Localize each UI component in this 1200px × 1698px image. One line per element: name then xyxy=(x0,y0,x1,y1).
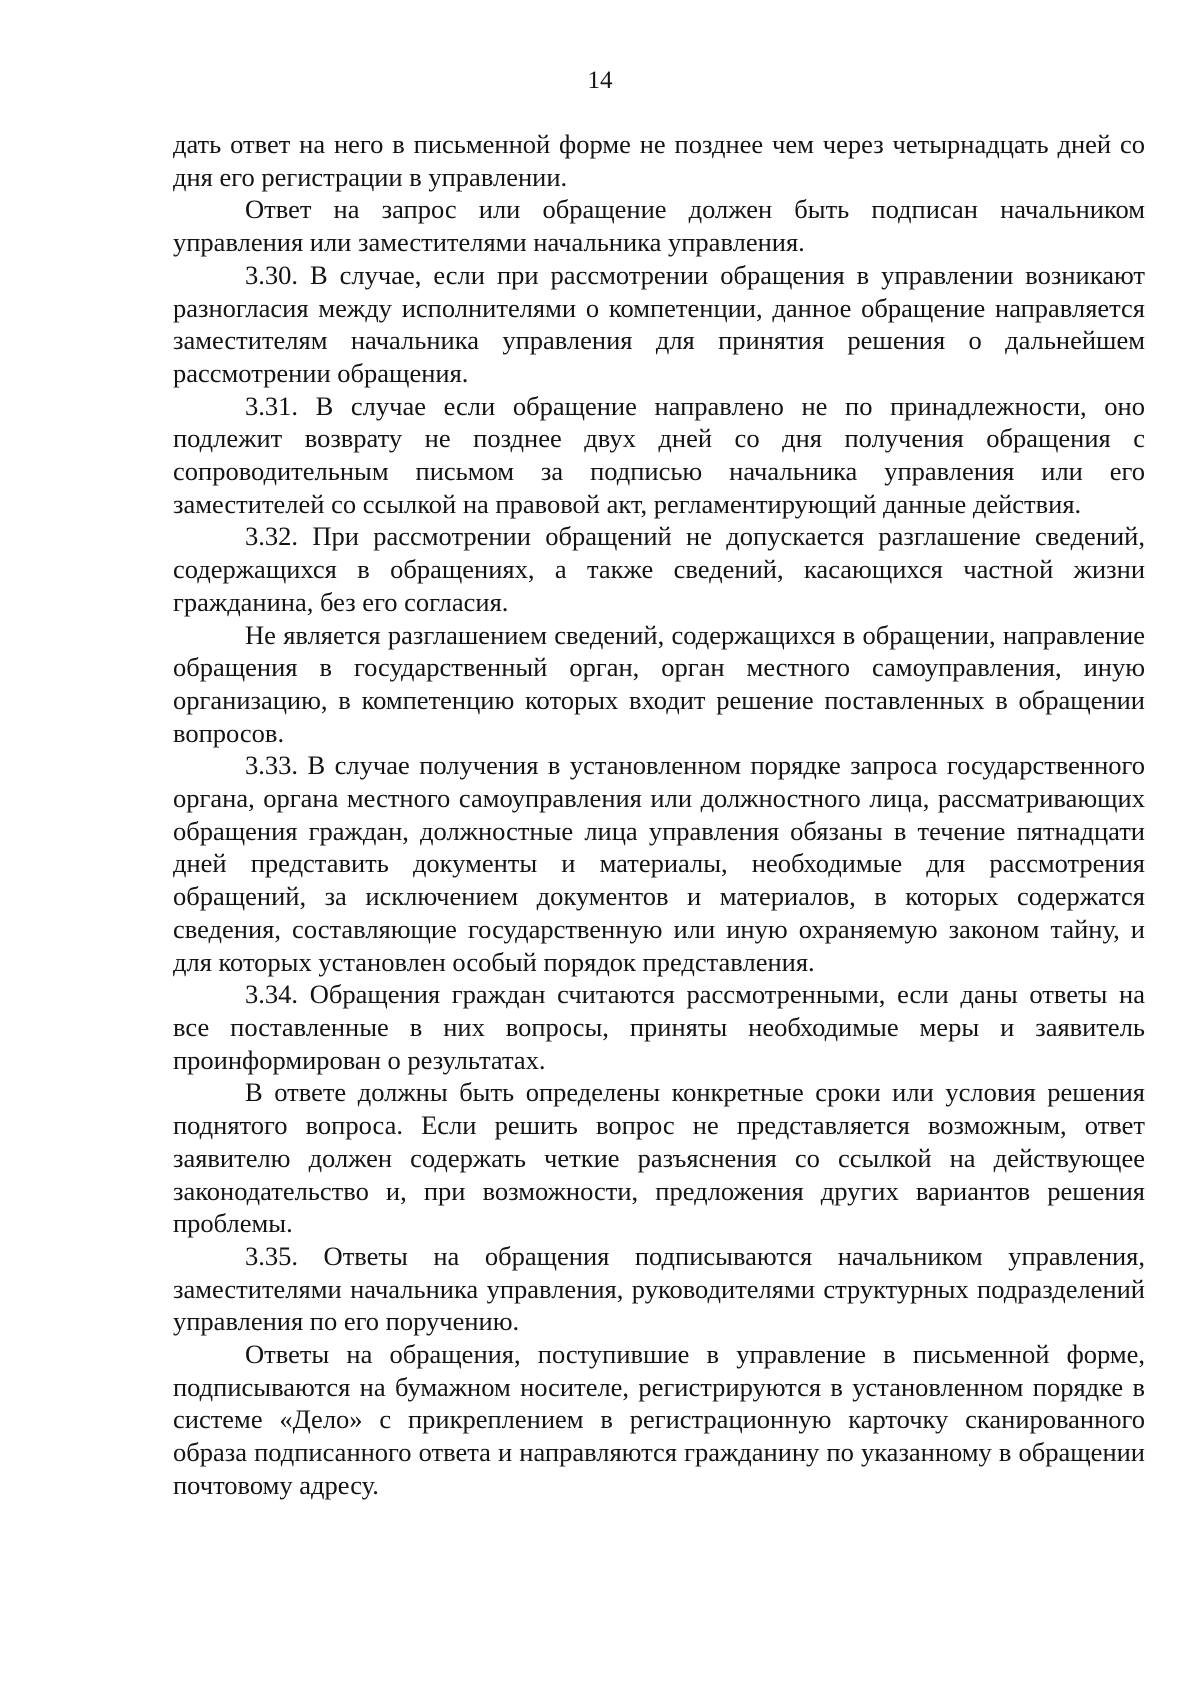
document-body xyxy=(173,128,1145,1502)
paragraph-disclosure-exception: Не является разглашением сведений, содержащихся в обращении, направление обращения в государственный орган, орган местного самоуправления, иную организацию, в компетенцию которых входит решение поставленных в обращении вопросов. xyxy=(173,619,1145,748)
paragraph-written-responses: Ответы на обращения, поступившие в управление в письменной форме, подписываются на бумажном носителе, регистрируются в установленном порядке в системе «Дело» с прикреплением в регистрационную карточку сканированного образа подписанного ответа и направляются гражданину по указанному в обращении почтовому адресу. xyxy=(173,1339,1145,1500)
paragraph-3-35: 3.35. Ответы на обращения подписываются начальником управления, заместителями начальника управления, руководителями структурных подразделений управления по его поручению. xyxy=(173,1240,1145,1337)
paragraph-3-31: 3.31. В случае если обращение направлено не по принадлежности, оно подлежит возврату не позднее двух дней со дня получения обращения с сопроводительным письмом за подписью начальника управления или его заместителей со ссылкой на правовой акт, регламентирующий данные действия. xyxy=(173,390,1145,519)
paragraph-response-signature: Ответ на запрос или обращение должен быть подписан начальником управления или заместителями начальника управления. xyxy=(173,194,1145,258)
paragraph-continuation: дать ответ на него в письменной форме не позднее чем через четырнадцать дней со дня его регистрации в управлении. xyxy=(173,129,1145,192)
paragraph-3-30: 3.30. В случае, если при рассмотрении обращения в управлении возникают разногласия между исполнителями о компетенции, данное обращение направляется заместителям начальника управления для принятия решения о дальнейшем рассмотрении обращения. xyxy=(173,259,1145,388)
paragraph-response-content: В ответе должны быть определены конкретные сроки или условия решения поднятого вопроса. Если решить вопрос не представляется возможным, ответ заявителю должен содержать четкие разъяснения со ссылкой на действующее законодательство и, при возможности, предложения других вариантов решения проблемы. xyxy=(173,1077,1145,1239)
page-number: 14 xyxy=(587,67,613,94)
paragraph-3-33: 3.33. В случае получения в установленном порядке запроса государственного органа, органа местного самоуправления или должностного лица, рассматривающих обращения граждан, должностные лица управления обязаны в течение пятнадцати дней представить документы и материалы, необходимые для рассмотрения обращений, за исключением документов и материалов, в которых содержатся сведения, составляющие государственную или иную охраняемую законом тайну, и для которых установлен особый порядок представления. xyxy=(173,750,1145,977)
paragraph-3-32: 3.32. При рассмотрении обращений не допускается разглашение сведений, содержащихся в обращениях, а также сведений, касающихся частной жизни гражданина, без его согласия. xyxy=(173,521,1145,617)
paragraph-3-34: 3.34. Обращения граждан считаются рассмотренными, если даны ответы на все поставленные в них вопросы, приняты необходимые меры и заявитель проинформирован о результатах. xyxy=(173,979,1145,1075)
